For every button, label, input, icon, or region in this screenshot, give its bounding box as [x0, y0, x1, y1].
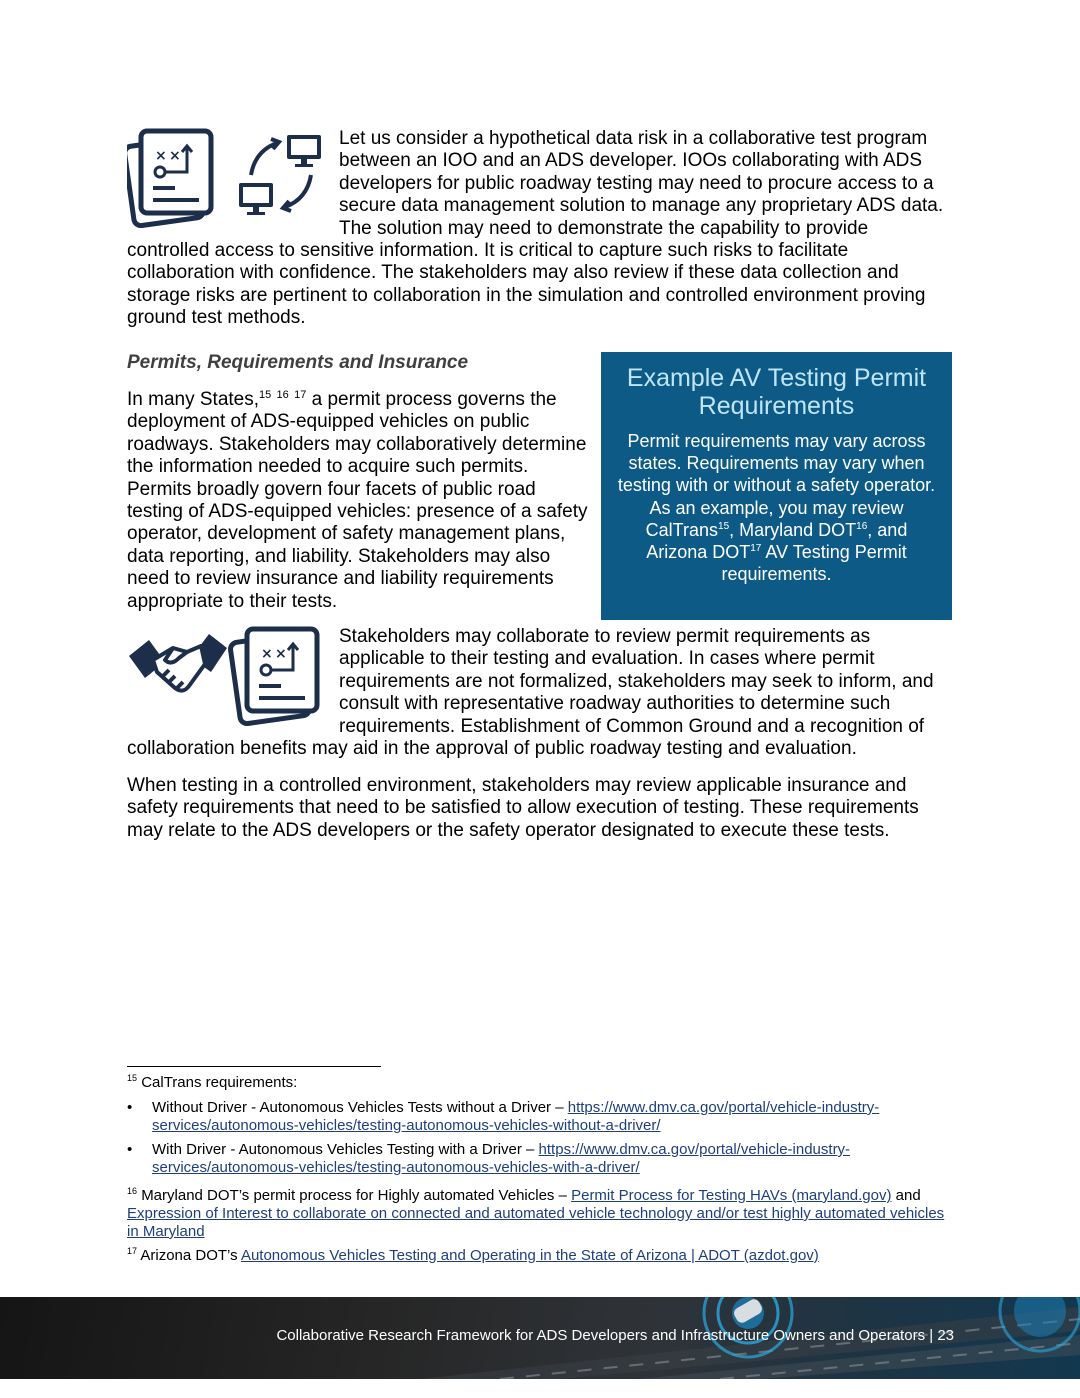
footnote-divider: [127, 1066, 381, 1067]
callout-ref-17[interactable]: 17: [750, 543, 762, 555]
bullet-marker: •: [127, 1141, 133, 1158]
svg-text:×: ×: [261, 646, 273, 662]
page-footer: [0, 1297, 1080, 1379]
bottom-margin: [0, 1379, 1080, 1398]
footnote-bullet-without-driver: [127, 1099, 952, 1135]
permits-lead: In many States,: [127, 389, 260, 410]
intro-section: [127, 128, 952, 330]
page-number: 23: [937, 1327, 954, 1344]
footnote-bullet-with-driver: [127, 1141, 952, 1177]
collab-paragraph: Stakeholders may collaborate to review permit requirements as applicable to their testing and evaluation. In cases where permit requirements are not formalized, stakeholders may seek to inform, and consult with representative roadway authorities to determine such requirements. Establishment of Common Ground and a recognition of collaboration benefits may aid in the approval of public roadway testing and evaluation.: [127, 626, 934, 760]
footnote-text: Maryland DOT’s permit process for Highly automated Vehicles –: [141, 1187, 572, 1204]
callout-text: , Maryland DOT: [729, 519, 857, 540]
callout-title: Example AV Testing Permit Requirements: [626, 364, 927, 420]
permits-paragraph: [127, 389, 592, 613]
footnote-ref-15[interactable]: 15: [259, 389, 272, 401]
callout-body: [615, 430, 938, 585]
callout-ref-15[interactable]: 15: [718, 520, 730, 532]
footnote-15: [127, 1074, 952, 1092]
footnote-number: 15: [127, 1073, 138, 1083]
footnote-16: [127, 1187, 952, 1241]
collab-section: [127, 626, 952, 760]
permits-body: a permit process governs the deployment of ADS-equipped vehicles on public roadways. Stakeholders may collaboratively determine the information needed to acquire such permits. Permits broadly govern four facets of public road testing of ADS-equipped vehicles: presence of a safety operator, development of safety management plans, data reporting, and liability. Stakeholders may also need to review insurance and liability requirements appropriate to their tests.: [127, 389, 588, 612]
bullet-marker: •: [127, 1099, 133, 1116]
maryland-permit-link[interactable]: Permit Process for Testing HAVs (maryland.gov): [571, 1187, 892, 1204]
svg-text:×: ×: [155, 148, 167, 164]
svg-text:×: ×: [169, 148, 181, 164]
collab-icons: [127, 626, 339, 726]
bullet-text: With Driver - Autonomous Vehicles Testing with a Driver –: [152, 1141, 539, 1158]
footnote-17: [127, 1247, 952, 1265]
footnote-number: 16: [127, 1186, 138, 1196]
bullet-text: Without Driver - Autonomous Vehicles Tests without a Driver –: [152, 1099, 568, 1116]
controlled-paragraph: When testing in a controlled environment, stakeholders may review applicable insurance and safety requirements that need to be satisfied to allow execution of testing. These requirements may relate to the ADS developers or the safety operator designated to execute these tests.: [127, 775, 919, 841]
svg-text:×: ×: [275, 646, 287, 662]
footer-title: Collaborative Research Framework for ADS Developers and Infrastructure Owners and Operators: [276, 1327, 926, 1344]
footer-text: [276, 1327, 954, 1344]
intro-paragraph: Let us consider a hypothetical data risk in a collaborative test program between an IOO and an ADS developer. IOOs collaborating with ADS developers for public roadway testing may need to procure access to a secure data management solution to manage any proprietary ADS data. The solution may need to demonstrate the capability to provide controlled access to sensitive information. It is critical to capture such risks to facilitate collaboration with confidence. The stakeholders may also review if these data collection and storage risks are pertinent to collaboration in the simulation and controlled environment proving ground test methods.: [127, 128, 944, 329]
callout-box: [601, 352, 952, 620]
footnote-ref-17[interactable]: 17: [294, 389, 307, 401]
data-exchange-icon: [237, 131, 327, 221]
footnote-number: 17: [127, 1246, 138, 1256]
footer-separator: |: [925, 1327, 938, 1344]
dmv-without-driver-link[interactable]: https://www.dmv.ca.gov/portal/vehicle-industry-services/autonomous-vehicles/testing-autonomous-vehicles-without-a-driver/: [152, 1099, 880, 1134]
callout-ref-16[interactable]: 16: [856, 520, 868, 532]
dmv-with-driver-link[interactable]: https://www.dmv.ca.gov/portal/vehicle-industry-services/autonomous-vehicles/testing-autonomous-vehicles-with-a-driver/: [152, 1141, 851, 1176]
callout-text: , and Arizona DOT: [646, 519, 908, 563]
handshake-icon: [127, 626, 339, 726]
callout-text: Permit requirements may vary across states. Requirements may vary when testing with or without a safety operator. As an example, you may review CalTrans: [617, 431, 936, 540]
footnote-text: and: [891, 1187, 921, 1204]
callout-text: AV Testing Permit requirements.: [721, 542, 907, 585]
footnote-ref-16[interactable]: 16: [276, 389, 289, 401]
section-heading-permits: Permits, Requirements and Insurance: [127, 352, 469, 373]
maryland-expression-link[interactable]: Expression of Interest to collaborate on connected and automated vehicle technology and/or test highly automated vehicles in Maryland: [127, 1205, 945, 1240]
footnote-text: CalTrans requirements:: [141, 1074, 298, 1091]
adot-link[interactable]: Autonomous Vehicles Testing and Operating in the State of Arizona | ADOT (azdot.gov): [240, 1247, 819, 1264]
footnote-text: Arizona DOT’s: [140, 1247, 241, 1264]
